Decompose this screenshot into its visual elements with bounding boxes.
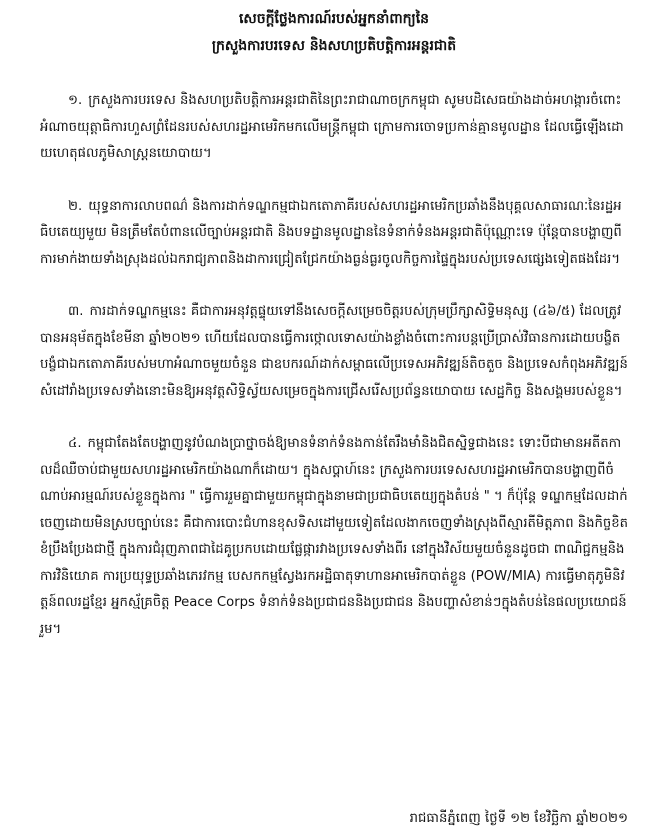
paragraph-number: ១.	[68, 93, 83, 108]
statement-paragraph-1	[40, 88, 628, 168]
paragraph-text: យុទ្ធនាការលាបពណ៌ និងការដាក់ទណ្ឌកម្មជាឯកតោភាគីរបស់សហរដ្ឋអាមេរិកប្រឆាំងនឹងបុគ្គលសាធារណៈនៃរដ្ឋអធិបតេយ្យមួយ មិនត្រឹមតែបំពានលើច្បាប់អន្តរជាតិ និងបទដ្ឋានមូលដ្ឋាននៃទំនាក់ទំនងអន្តរជាតិប៉ុណ្ណោះទេ ប៉ុន្តែបានបង្ហាញពីការមាក់ងាយទាំងស្រុងដល់ឯករាជ្យភាពនិងដាការជ្រៀតជ្រែកយ៉ាងធ្ងន់ធ្ងរចូលកិច្ចការផ្ទៃក្នុងរបស់ប្រទេសផ្សេងទៀតផងដែរ។	[40, 198, 622, 267]
header-title-line-2: ក្រសួងការបរទេស និងសហប្រតិបត្តិការអន្តរជាតិ	[211, 38, 457, 54]
statement-paragraph-3	[40, 299, 628, 405]
paragraph-number: ៣.	[68, 304, 84, 319]
statement-header	[40, 6, 628, 60]
paragraph-text: ការដាក់ទណ្ឌកម្មនេះ គឺជាការអនុវត្តផ្ទុយទៅនឹងសេចក្ដីសម្រេចចិត្តរបស់ក្រុមប្រឹក្សាសិទ្ធិមនុស្ស (៤៦/៥) ដែលត្រូវបានអនុម័តក្នុងខែមីនា ឆ្នាំ២០២១ ហើយដែលបានធ្វើការថ្កោលទោសយ៉ាងខ្លាំងចំពោះការបន្តប្រើប្រាស់វិធានការដោយបង្ខិតបង្ខំជាឯកតោភាគីរបស់មហាអំណាចមួយចំនួន ជាឧបករណ៍ដាក់សម្ពាធលើប្រទេសអភិវឌ្ឍន៍តិចតួច និងប្រទេសកំពុងអភិវឌ្ឍន៍ សំដៅរាំងប្រទេសទាំងនោះមិនឱ្យអនុវត្តសិទ្ធិស្វ័យសម្រេចក្នុងការជ្រើសរើសប្រព័ន្ធនយោបាយ សេដ្ឋកិច្ច និងសង្គមរបស់ខ្លួន។	[40, 304, 628, 399]
place-and-date: រាជធានីភ្នំពេញ ថ្ងៃទី ១២ ខែវិច្ឆិកា ឆ្នាំ២០២១	[409, 811, 628, 826]
header-title-line-1: សេចក្ដីថ្លែងការណ៍របស់អ្នកនាំពាក្យនៃ	[238, 11, 430, 27]
statement-paragraph-2	[40, 194, 628, 274]
paragraph-number: ៤.	[68, 436, 82, 451]
paragraph-number: ២.	[68, 198, 83, 214]
paragraph-text: កម្ពុជាតែងតែបង្ហាញនូវបំណងប្រាថ្នាចង់ឱ្យមានទំនាក់ទំនងកាន់តែរឹងមាំនិងជិតស្និទ្ធជាងនេះ ទោះបីជាមានអតីតកាលដ៏ឈឺចាប់ជាមួយសហរដ្ឋអាមេរិកយ៉ាងណាក៏ដោយ។ ក្នុងសប្ដាហ៍នេះ ក្រសួងការបរទេសសហរដ្ឋអាមេរិកបានបង្ហាញពីចំណាប់អារម្មណ៍របស់ខ្លួនក្នុងការ " ធ្វើការរួមគ្នាជាមួយកម្ពុជាក្នុងនាមជាប្រជាធិបតេយ្យក្នុងតំបន់ " ។ ក៏ប៉ុន្តែ ទណ្ឌកម្មដែលដាក់ចេញដោយមិនស្របច្បាប់នេះ គឺជាការបោះជំហានខុសទិសដៅមួយទៀតដែលងាកចេញទាំងស្រុងពីស្មារតីមិត្តភាព និងកិច្ចខិតខំប្រឹងប្រែងជាថ្មី ក្នុងការជំរុញភាពជាដៃគូប្រកបដោយផ្លែផ្ការវាងប្រទេសទាំងពីរ នៅក្នុងវិស័យមួយចំនួនដូចជា ពាណិជ្ជកម្មនិងការវិនិយោគ ការប្រយុទ្ធប្រឆាំងភេរវកម្ម បេសកកម្មស្វែងរកអដ្ឋិធាតុទាហានអាមេរិកបាត់ខ្លួន (POW/MIA) ការធ្វើមាតុភូមិនិវត្តន៍ពលរដ្ឋខ្មែរ អ្នកស្ម័គ្រចិត្ត Peace Corps ទំនាក់ទំនងប្រជាជននិងប្រជាជន និងបញ្ហាសំខាន់ៗក្នុងតំបន់នៃផលប្រយោជន៍រួម។	[40, 436, 628, 637]
paragraph-text: ក្រសួងការបរទេស និងសហប្រតិបត្តិការអន្តរជាតិនៃព្រះរាជាណាចក្រកម្ពុជា សូមបដិសេធយ៉ាងដាច់អហង្ការចំពោះអំណាចយុត្តាធិការហួសព្រំដែនរបស់សហរដ្ឋអាមេរិកមកលើមន្ត្រីកម្ពុជា ក្រោមការចោទប្រកាន់គ្មានមូលដ្ឋាន ដែលធ្វើឡើងដោយហេតុផលភូមិសាស្ត្រនយោបាយ។	[40, 93, 624, 161]
statement-paragraph-4	[40, 431, 628, 643]
